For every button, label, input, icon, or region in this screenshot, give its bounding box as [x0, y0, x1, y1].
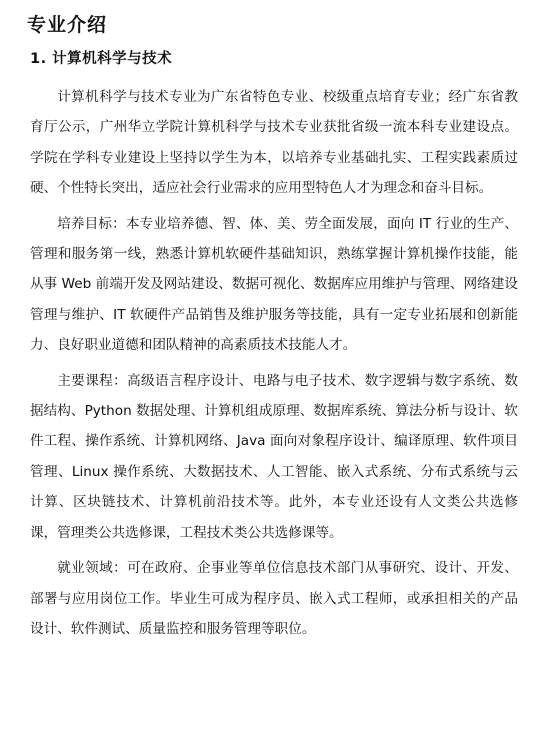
paragraph-training-goals: 培养目标：本专业培养德、智、体、美、劳全面发展，面向 IT 行业的生产、管理和服务第一线，熟悉计算机软硬件基础知识，熟练掌握计算机操作技能，能从事 Web 前端开发及网站建设、数据可视化、数据库应用维护与管理、网络建设管理与维护、IT 软硬件产品销售及维护服务等技能，具有一定专业拓展和创新能力、良好职业道德和团队精神的高素质技术技能人才。	[30, 215, 518, 354]
paragraph-main-courses: 主要课程：高级语言程序设计、电路与电子技术、数字逻辑与数字系统、数据结构、Python 数据处理、计算机组成原理、数据库系统、算法分析与设计、软件工程、操作系统、计算机网络、Java 面向对象程序设计、编译原理、软件项目管理、Linux 操作系统、大数据技术、人工智能、嵌入式系统、分布式系统与云计算、区块链技术、计算机前沿技术等。此外，本专业还设有人文类公共选修课，管理类公共选修课，工程技术类公共选修课等。	[30, 372, 518, 541]
subheading-computer-science: 1. 计算机科学与技术	[30, 51, 173, 67]
section-title: 专业介绍	[27, 14, 108, 36]
paragraph-employment-fields: 就业领域：可在政府、企事业等单位信息技术部门从事研究、设计、开发、部署与应用岗位工作。毕业生可成为程序员、嵌入式工程师，或承担相关的产品设计、软件测试、质量监控和服务管理等职位。	[30, 560, 518, 637]
paragraph-introduction: 计算机科学与技术专业为广东省特色专业、校级重点培育专业；经广东省教育厅公示，广州华立学院计算机科学与技术专业获批省级一流本科专业建设点。学院在学科专业建设上坚持以学生为本，以培养专业基础扎实、工程实践素质过硬、个性特长突出，适应社会行业需求的应用型特色人才为理念和奋斗目标。	[30, 89, 518, 197]
